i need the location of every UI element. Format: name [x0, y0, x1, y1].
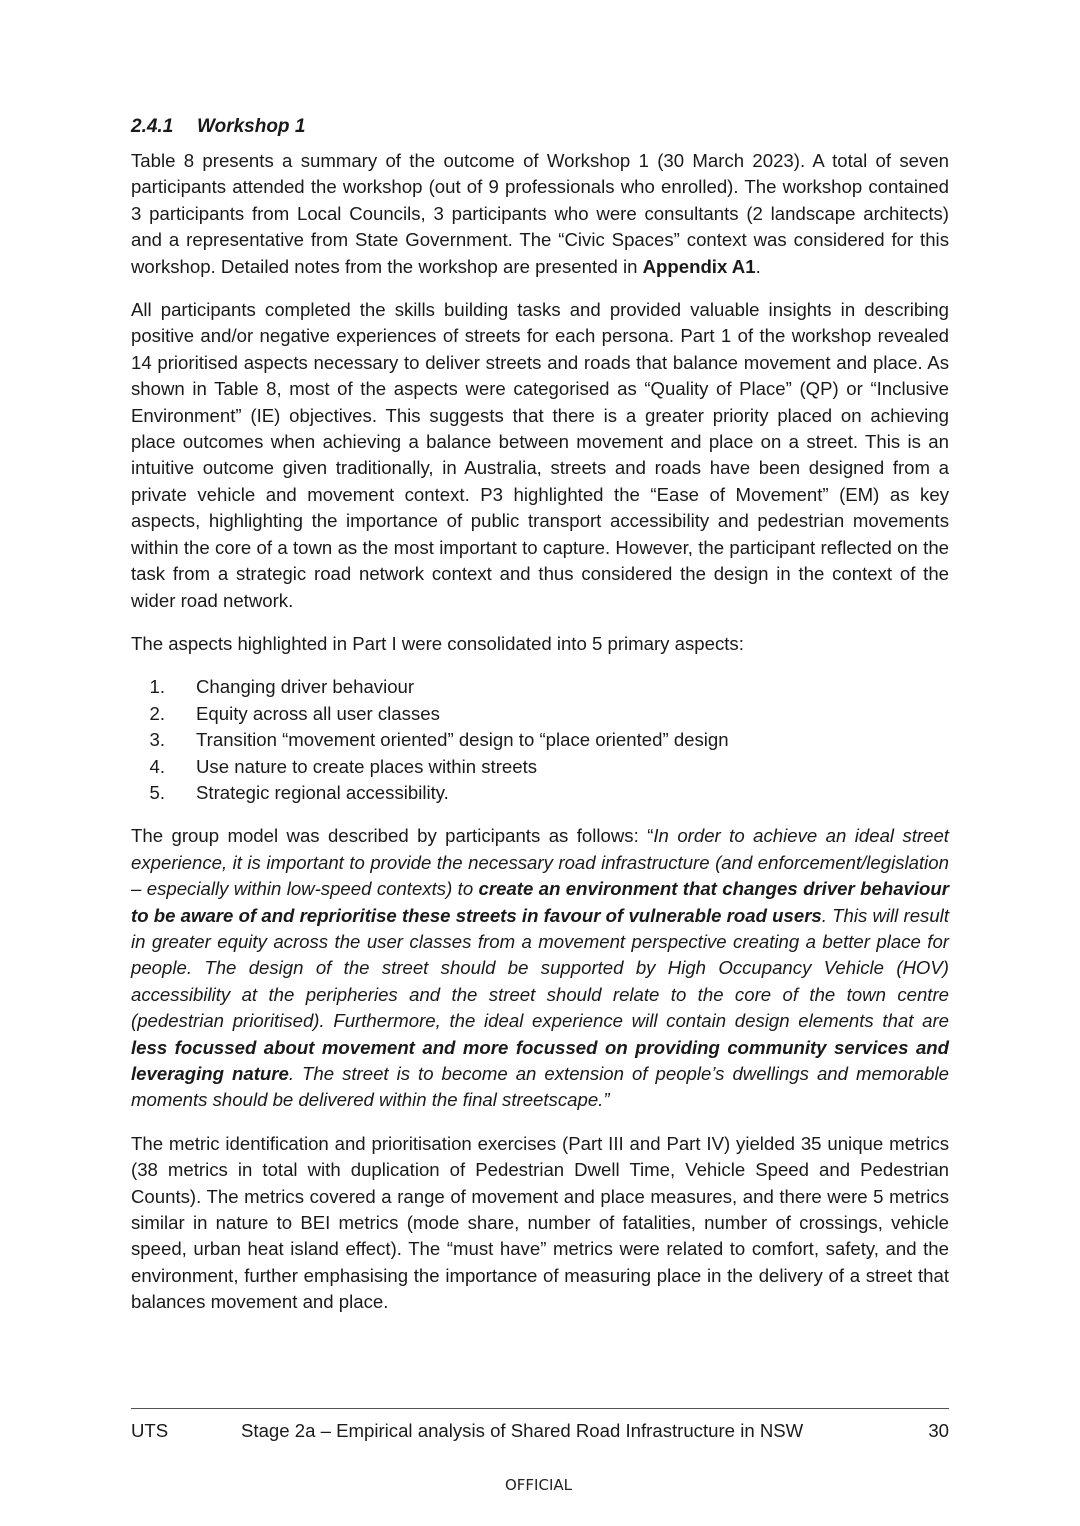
paragraph-intro-end: . [755, 255, 761, 277]
paragraph-metrics: The metric identification and prioritisation exercises (Part III and Part IV) yielded 35 unique metrics (38 metrics in total with duplication of Pedestrian Dwell Time, Vehicle Speed and Pedestrian Counts). The metrics covered a range of movement and place measures, and there were 5 metrics similar in nature to BEI metrics (mode share, number of fatalities, number of crossings, vehicle speed, urban heat island effect). The “must have” metrics were related to comfort, safety, and the environment, further emphasising the importance of measuring place in the delivery of a street that balances movement and place. [131, 1132, 949, 1313]
group-model-lead: The group model was described by participants as follows: “ [131, 825, 654, 847]
group-model-emphasis-2: less focussed about movement and more focussed on providing community services and leveraging nature [131, 1036, 949, 1084]
footer-title: Stage 2a – Empirical analysis of Shared Road Infrastructure in NSW [241, 1420, 804, 1441]
list-item-text: Transition “movement oriented” design to “place oriented” design [196, 729, 729, 751]
paragraph-findings: All participants completed the skills building tasks and provided valuable insights in describing positive and/or negative experiences of streets for each persona. Part 1 of the workshop revealed 14 prioritised aspects necessary to deliver streets and roads that balance movement and place. As shown in Table 8, most of the aspects were categorised as “Quality of Place” (QP) or “Inclusive Environment” (IE) objectives. This suggests that there is a greater priority placed on achieving place outcomes when achieving a balance between movement and place on a street. This is an intuitive outcome given traditionally, in Australia, streets and roads have been designed from a private vehicle and movement context. P3 highlighted the “Ease of Movement” (EM) as key aspects, highlighting the importance of public transport accessibility and pedestrian movements within the core of a town as the most important to capture. However, the participant reflected on the task from a strategic road network context and thus considered the design in the context of the wider road network. [131, 299, 949, 611]
group-model-close: ” [603, 1089, 610, 1111]
list-item-text: Changing driver behaviour [196, 676, 415, 698]
group-model-quote-1: In order to achieve an ideal street experience, it is important to provide the necessary road infrastructure (and enforcement/legislation – especially within low-speed contexts) to [131, 825, 949, 900]
list-item-text: Equity across all user classes [196, 702, 440, 724]
list-item [131, 674, 949, 700]
list-item [131, 701, 949, 727]
list-item-number: 5. [149, 781, 165, 803]
section-number: 2.4.1 [131, 116, 174, 137]
list-item-text: Strategic regional accessibility. [196, 781, 449, 803]
group-model-quote-2: . This will result in greater equity across the user classes from a movement perspective creating a better place for people. The design of the street should be supported by High Occupancy Vehicle (HOV) accessibility at the peripheries and the street should relate to the core of the town centre (pedestrian prioritised). Furthermore, the ideal experience will contain design elements that are [131, 904, 949, 1032]
paragraph-aspects-lead: The aspects highlighted in Part I were consolidated into 5 primary aspects: [131, 632, 744, 654]
list-item-number: 1. [149, 676, 165, 698]
section-heading [131, 113, 949, 141]
list-item [131, 780, 949, 806]
paragraph-intro-text: Table 8 presents a summary of the outcome of Workshop 1 (30 March 2023). A total of seven participants attended the workshop (out of 9 professionals who enrolled). The workshop contained 3 participants from Local Councils, 3 participants who were consultants (2 landscape architects) and a representative from State Government. The “Civic Spaces” context was considered for this workshop. Detailed notes from the workshop are presented in [131, 150, 949, 277]
list-item-number: 3. [149, 729, 165, 751]
paragraph-intro [131, 148, 949, 280]
group-model-quote-3: . The street is to become an extension of people’s dwellings and memorable moments should be delivered within the final streetscape. [131, 1063, 949, 1111]
page-number: 30 [928, 1420, 949, 1441]
list-item [131, 727, 949, 753]
appendix-reference: Appendix A1 [642, 255, 756, 277]
document-body [131, 113, 949, 1333]
list-item [131, 754, 949, 780]
section-title: Workshop 1 [197, 116, 306, 137]
paragraph-group-model [131, 823, 949, 1113]
aspects-list [131, 674, 949, 806]
classification-label: OFFICIAL [504, 1476, 572, 1494]
footer-org: UTS [131, 1420, 169, 1441]
footer-divider [131, 1408, 949, 1409]
list-item-number: 2. [149, 702, 165, 724]
list-item-number: 4. [149, 755, 165, 777]
list-item-text: Use nature to create places within streets [196, 755, 538, 777]
group-model-emphasis-1: create an environment that changes driver behaviour to be aware of and reprioritise these streets in favour of vulnerable road users [131, 878, 949, 926]
